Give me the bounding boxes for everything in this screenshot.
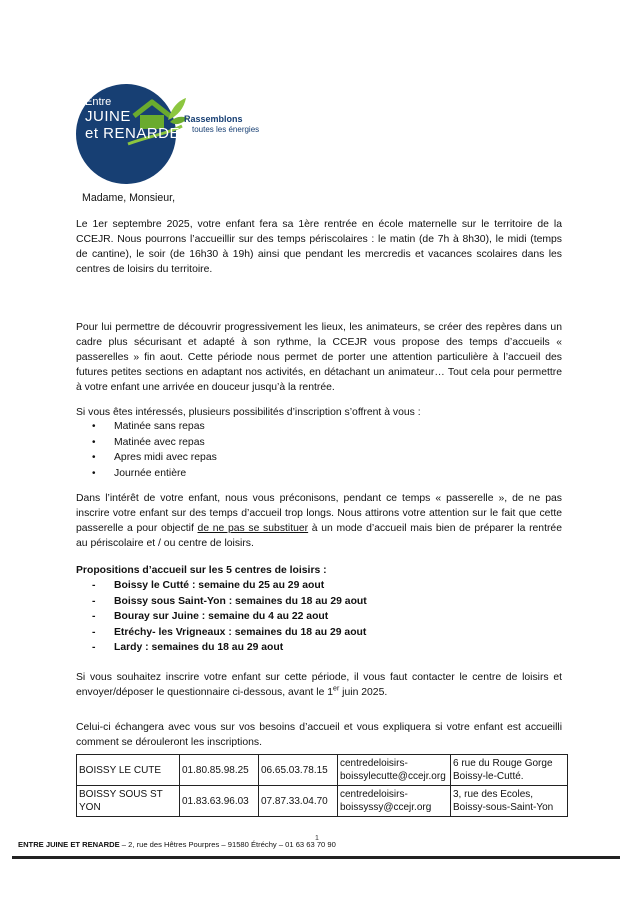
paragraph-intro: Le 1er septembre 2025, votre enfant fera sa 1ère rentrée en école maternelle sur le territoire de la CCEJR. Nous pourrons l’accueillir sur des temps périscolaires : le matin (de 7h à 8h30), le midi (temps de cantine), le soir (de 16h30 à 19h) ainsi que pendant les mercredis et vacances scolaires dans les centres de loisirs du territoire.: [76, 219, 562, 275]
logo-text-juine: JUINE: [85, 108, 131, 125]
table-row: [77, 755, 568, 786]
phone-landline: 01.80.85.98.25: [180, 755, 259, 786]
address: 3, rue des Ecoles, Boissy-sous-Saint-Yon: [451, 786, 568, 817]
list-item: - Boissy le Cutté : semaine du 25 au 29 aout: [92, 578, 367, 594]
footer-divider: [12, 856, 620, 859]
footer: [18, 840, 336, 849]
page-number: 1: [315, 835, 319, 842]
phone-landline: 01.83.63.96.03: [180, 786, 259, 817]
email-link[interactable]: centredeloisirs-boissylecutte@ccejr.org: [338, 755, 451, 786]
contacts-table: [76, 754, 568, 817]
logo-tagline-main: Rassemblons: [184, 114, 243, 124]
propositions-title: Propositions d’accueil sur les 5 centres de loisirs :: [76, 565, 327, 576]
footer-address: – 2, rue des Hêtres Pourpres – 91580 Étréchy – 01 63 63 70 90: [119, 840, 336, 849]
list-item: - Lardy : semaines du 18 au 29 aout: [92, 640, 367, 656]
phone-mobile: 07.87.33.04.70: [259, 786, 338, 817]
table-row: [77, 786, 568, 817]
address: 6 rue du Rouge Gorge Boissy-le-Cutté.: [451, 755, 568, 786]
list-item: - Bouray sur Juine : semaine du 4 au 22 aout: [92, 609, 367, 625]
paragraph-options-intro: Si vous êtes intéressés, plusieurs possibilités d’inscription s’offrent à vous :: [76, 407, 421, 418]
registration-superscript: er: [333, 685, 340, 693]
registration-text-1: Si vous souhaitez inscrire votre enfant sur cette période, il vous faut contacter le centre de loisirs et envoyer/déposer le questionnaire ci-dessous, avant le 1: [76, 672, 562, 698]
list-item: • Matinée sans repas: [92, 419, 217, 435]
logo-text-entre: Entre: [85, 96, 112, 108]
paragraph-recommendation: [76, 491, 562, 551]
list-item: • Journée entière: [92, 466, 217, 482]
list-item: - Etréchy- les Vrigneaux : semaines du 18 au 29 aout: [92, 625, 367, 641]
logo-text-renarde: et RENARDE: [85, 125, 181, 142]
greeting: Madame, Monsieur,: [82, 192, 176, 204]
registration-text-2: juin 2025.: [339, 687, 388, 698]
logo-tagline-sub: toutes les énergies: [192, 125, 260, 134]
email-link[interactable]: centredeloisirs-boissyssy@ccejr.org: [338, 786, 451, 817]
centre-name: BOISSY LE CUTE: [77, 755, 180, 786]
options-list: [92, 419, 217, 481]
recommendation-text-2: à un mode d’accueil mais bien de préparer la rentrée au périscolaire et / ou centre de loisirs.: [76, 523, 562, 549]
centres-list: [92, 578, 367, 656]
recommendation-underlined: de ne pas se substituer: [197, 523, 309, 534]
recommendation-text-1: Dans l’intérêt de votre enfant, nous vous préconisons, pendant ce temps « passerelle », de ne pas inscrire votre enfant sur des temps d’accueil trop longs. Nous attirons votre attention sur le fait que cette passerelle a pour objectif: [76, 493, 562, 534]
ccejr-logo: [76, 84, 260, 184]
paragraph-followup: Celui-ci échangera avec vous sur vos besoins d’accueil et vous expliquera si votre enfant est accueilli comment se dérouleront les inscriptions.: [76, 722, 562, 748]
footer-org: ENTRE JUINE ET RENARDE: [18, 840, 120, 849]
centre-name: BOISSY SOUS ST YON: [77, 786, 180, 817]
list-item: • Matinée avec repas: [92, 435, 217, 451]
paragraph-registration: [76, 670, 562, 700]
list-item: - Boissy sous Saint-Yon : semaines du 18 au 29 aout: [92, 594, 367, 610]
phone-mobile: 06.65.03.78.15: [259, 755, 338, 786]
list-item: • Apres midi avec repas: [92, 450, 217, 466]
paragraph-passerelle: Pour lui permettre de découvrir progressivement les lieux, les animateurs, se créer des repères dans un cadre plus sécurisant et adapté à son rythme, la CCEJR vous propose des temps d’accueils « passerelles » fin aout. Cette période nous permet de porter une attention particulière à l’accueil des futures petites sections en adaptant nos activités, en détachant un animateur… Tout cela pour permettre à votre enfant une arrivée en douceur jusqu’à la rentrée.: [76, 322, 562, 393]
